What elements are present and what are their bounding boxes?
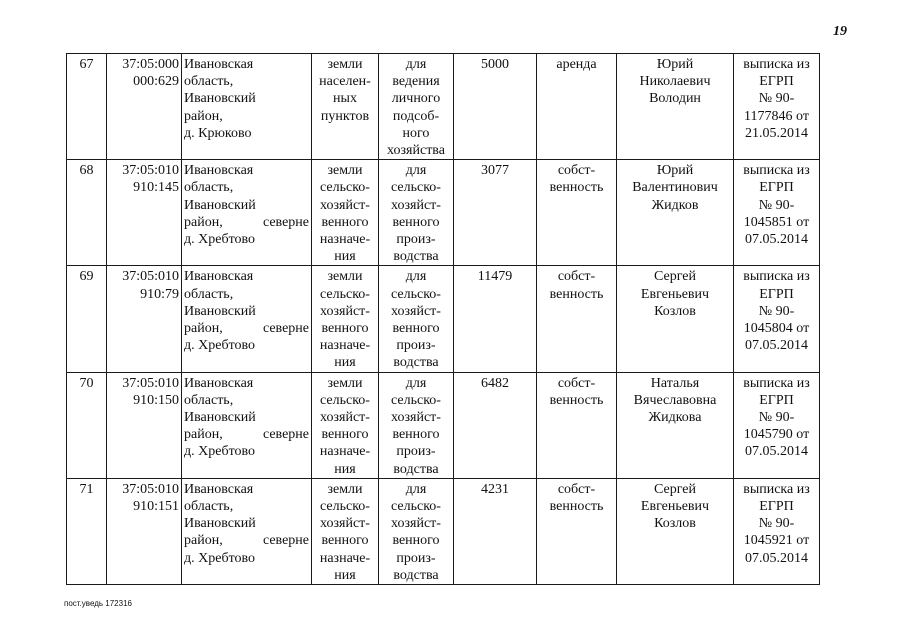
cell-address-line: северне bbox=[262, 427, 309, 443]
cell-purpose-line: для bbox=[405, 269, 427, 285]
cell-land-category bbox=[312, 372, 379, 478]
cell-document bbox=[734, 54, 820, 160]
cell-owner-line: Жидкова bbox=[648, 410, 702, 426]
address-line-justified bbox=[184, 532, 309, 549]
cell-land-category-line: назначе- bbox=[319, 550, 371, 566]
cell-area bbox=[454, 478, 537, 584]
cell-document-line: № 90- bbox=[758, 410, 795, 426]
cell-owner bbox=[617, 478, 734, 584]
cell-purpose-line: хозяйства bbox=[387, 143, 445, 159]
cell-address-line: Ивановский bbox=[184, 197, 256, 213]
cell-land-category-line: сельско- bbox=[320, 286, 370, 302]
cell-cadastral-line: 37:05:010 bbox=[122, 375, 179, 391]
cell-address-line: район, bbox=[184, 321, 223, 337]
cell-document-line: 1045790 от bbox=[743, 427, 810, 443]
cell-right-type-line: аренда bbox=[556, 57, 597, 72]
cell-address-line: район, bbox=[184, 214, 223, 230]
cell-land-category-line: ных bbox=[333, 91, 357, 107]
cell-purpose-line: венного bbox=[392, 427, 440, 443]
cell-purpose bbox=[379, 160, 454, 266]
cell-address-line: Ивановская bbox=[184, 375, 254, 391]
table-row bbox=[67, 160, 820, 266]
cell-land-category-line: земли bbox=[327, 57, 363, 72]
cell-right-type bbox=[537, 266, 617, 372]
cell-area-value: 6482 bbox=[481, 375, 509, 391]
cell-document-line: № 90- bbox=[758, 197, 795, 213]
cell-address-line: Ивановская bbox=[184, 481, 254, 497]
cell-address-line: Ивановская bbox=[184, 269, 254, 285]
cell-owner-line: Козлов bbox=[654, 516, 696, 532]
cell-cadastral bbox=[107, 54, 182, 160]
cell-purpose-line: сельско- bbox=[391, 286, 441, 302]
cell-document-line: ЕГРП bbox=[759, 74, 794, 90]
cell-purpose-line: венного bbox=[392, 321, 440, 337]
cell-owner-line: Наталья bbox=[650, 375, 700, 391]
cell-document-line: ЕГРП bbox=[759, 392, 794, 408]
cell-owner bbox=[617, 266, 734, 372]
cell-owner-line: Вячеславовна bbox=[633, 392, 717, 408]
cell-document-line: 07.05.2014 bbox=[745, 550, 808, 566]
cell-area bbox=[454, 54, 537, 160]
cell-land-category-line: земли bbox=[327, 481, 363, 497]
cell-purpose-line: хозяйст- bbox=[391, 303, 441, 319]
table-row bbox=[67, 372, 820, 478]
cell-right-type-line: венность bbox=[549, 286, 604, 302]
cell-cadastral bbox=[107, 478, 182, 584]
cell-owner-line: Сергей bbox=[654, 269, 696, 285]
cell-owner bbox=[617, 160, 734, 266]
cell-land-category-line: назначе- bbox=[319, 338, 371, 354]
cell-land-category-line: хозяйст- bbox=[320, 303, 370, 319]
cell-number-value: 67 bbox=[79, 57, 94, 72]
cell-cadastral-line: 37:05:010 bbox=[122, 163, 179, 179]
cell-cadastral-line: 000:629 bbox=[133, 74, 179, 90]
cell-document-line: ЕГРП bbox=[759, 180, 794, 196]
cell-purpose bbox=[379, 372, 454, 478]
cell-document-line: ЕГРП bbox=[759, 286, 794, 302]
cell-address-line: северне bbox=[262, 214, 309, 230]
cell-address-line: северне bbox=[262, 321, 309, 337]
cell-address bbox=[182, 54, 312, 160]
cell-right-type bbox=[537, 160, 617, 266]
cell-document-line: 07.05.2014 bbox=[745, 232, 808, 248]
cell-address-line: область, bbox=[184, 180, 234, 196]
cell-land-category-line: сельско- bbox=[320, 180, 370, 196]
cell-address-line: область, bbox=[184, 499, 234, 515]
cell-number-value: 69 bbox=[79, 269, 94, 285]
cell-document-line: выписка из bbox=[743, 57, 810, 72]
cell-number bbox=[67, 266, 107, 372]
cell-number bbox=[67, 160, 107, 266]
cell-purpose-line: для bbox=[405, 481, 427, 497]
cell-land-category-line: венного bbox=[321, 321, 369, 337]
cell-owner-line: Юрий bbox=[656, 57, 694, 72]
cell-cadastral-line: 910:145 bbox=[133, 180, 179, 196]
footer-note: пост.уведь 172316 bbox=[64, 599, 132, 608]
cell-purpose-line: водства bbox=[393, 461, 439, 477]
cell-land-category-line: венного bbox=[321, 427, 369, 443]
cell-address bbox=[182, 372, 312, 478]
cell-purpose-line: подсоб- bbox=[392, 108, 440, 124]
cell-address-line: д. Крюково bbox=[184, 125, 252, 141]
cell-document-line: 1045921 от bbox=[743, 533, 810, 549]
cell-land-category-line: хозяйст- bbox=[320, 516, 370, 532]
cell-right-type bbox=[537, 478, 617, 584]
cell-land-category-line: хозяйст- bbox=[320, 197, 370, 213]
cell-right-type bbox=[537, 54, 617, 160]
cell-land-category-line: населен- bbox=[319, 74, 371, 90]
cell-owner bbox=[617, 372, 734, 478]
cell-address-line: северне bbox=[262, 533, 309, 549]
cell-address-line: Ивановская bbox=[184, 163, 254, 179]
cell-number bbox=[67, 478, 107, 584]
cell-address bbox=[182, 160, 312, 266]
page-number: 19 bbox=[833, 24, 847, 39]
cell-cadastral bbox=[107, 160, 182, 266]
table-body bbox=[67, 54, 820, 585]
cell-right-type bbox=[537, 372, 617, 478]
cell-document-line: 07.05.2014 bbox=[745, 444, 808, 460]
cell-purpose bbox=[379, 478, 454, 584]
cell-purpose-line: сельско- bbox=[391, 180, 441, 196]
address-line-justified bbox=[184, 320, 309, 337]
cell-land-category-line: земли bbox=[327, 269, 363, 285]
cell-number-value: 71 bbox=[79, 481, 94, 497]
cell-address-line: Ивановский bbox=[184, 516, 256, 532]
cell-document-line: № 90- bbox=[758, 303, 795, 319]
cell-purpose-line: личного bbox=[391, 91, 441, 107]
cell-land-category-line: венного bbox=[321, 214, 369, 230]
cell-purpose-line: хозяйст- bbox=[391, 516, 441, 532]
cell-area-value: 5000 bbox=[481, 57, 509, 72]
cell-area bbox=[454, 266, 537, 372]
cell-land-category-line: назначе- bbox=[319, 232, 371, 248]
cell-purpose-line: хозяйст- bbox=[391, 197, 441, 213]
cell-owner-line: Жидков bbox=[651, 197, 699, 213]
cell-purpose-line: для bbox=[405, 375, 427, 391]
cell-owner-line: Юрий bbox=[656, 163, 694, 179]
cell-address-line: д. Хребтово bbox=[184, 444, 256, 460]
cell-area bbox=[454, 372, 537, 478]
cell-right-type-line: собст- bbox=[557, 269, 596, 285]
cell-land-category-line: земли bbox=[327, 163, 363, 179]
cell-document-line: выписка из bbox=[743, 163, 810, 179]
cell-document bbox=[734, 266, 820, 372]
cell-document bbox=[734, 160, 820, 266]
cell-purpose-line: сельско- bbox=[391, 499, 441, 515]
cell-purpose-line: произ- bbox=[396, 338, 436, 354]
cell-document-line: 1045804 от bbox=[743, 321, 810, 337]
cell-cadastral bbox=[107, 266, 182, 372]
cell-document-line: 21.05.2014 bbox=[745, 125, 808, 141]
cell-document bbox=[734, 372, 820, 478]
cell-right-type-line: собст- bbox=[557, 375, 596, 391]
cell-cadastral-line: 37:05:000 bbox=[122, 57, 179, 72]
cell-address-line: Ивановский bbox=[184, 410, 256, 426]
cell-document-line: 1177846 от bbox=[744, 108, 809, 124]
cell-purpose-line: водства bbox=[393, 249, 439, 265]
cell-land-category-line: ния bbox=[334, 461, 356, 477]
cell-address-line: д. Хребтово bbox=[184, 550, 256, 566]
cell-purpose-line: венного bbox=[392, 214, 440, 230]
table-row bbox=[67, 478, 820, 584]
cell-land-category-line: сельско- bbox=[320, 392, 370, 408]
cell-land-category-line: хозяйст- bbox=[320, 410, 370, 426]
cell-owner-line: Николаевич bbox=[639, 74, 711, 90]
cell-cadastral-line: 910:150 bbox=[133, 392, 179, 408]
cell-land-category-line: ния bbox=[334, 567, 356, 583]
cell-address-line: район, bbox=[184, 108, 223, 124]
cell-purpose-line: водства bbox=[393, 355, 439, 371]
cell-document-line: № 90- bbox=[758, 516, 795, 532]
cell-land-category bbox=[312, 478, 379, 584]
cell-cadastral-line: 910:151 bbox=[133, 499, 179, 515]
cell-purpose-line: ного bbox=[402, 125, 430, 141]
cell-area-value: 11479 bbox=[477, 269, 513, 285]
cell-right-type-line: венность bbox=[549, 499, 604, 515]
cell-area bbox=[454, 160, 537, 266]
cell-right-type-line: собст- bbox=[557, 163, 596, 179]
cell-address-line: д. Хребтово bbox=[184, 232, 256, 248]
cell-owner-line: Валентинович bbox=[632, 180, 718, 196]
cell-address-line: область, bbox=[184, 286, 234, 302]
cell-land-category-line: земли bbox=[327, 375, 363, 391]
cell-document-line: № 90- bbox=[758, 91, 795, 107]
cell-owner bbox=[617, 54, 734, 160]
address-line-justified bbox=[184, 426, 309, 443]
cell-purpose-line: венного bbox=[392, 533, 440, 549]
land-registry-table bbox=[66, 53, 820, 585]
address-line-justified bbox=[184, 214, 309, 231]
cell-cadastral-line: 910:79 bbox=[140, 286, 179, 302]
cell-number-value: 68 bbox=[79, 163, 94, 179]
cell-purpose bbox=[379, 266, 454, 372]
cell-address-line: Ивановская bbox=[184, 57, 254, 72]
cell-document-line: выписка из bbox=[743, 481, 810, 497]
cell-land-category bbox=[312, 266, 379, 372]
cell-land-category-line: ния bbox=[334, 249, 356, 265]
cell-address-line: Ивановский bbox=[184, 303, 256, 319]
cell-area-value: 4231 bbox=[481, 481, 509, 497]
cell-right-type-line: собст- bbox=[557, 481, 596, 497]
cell-address bbox=[182, 478, 312, 584]
cell-owner-line: Евгеньевич bbox=[640, 286, 710, 302]
cell-land-category-line: ния bbox=[334, 355, 356, 371]
cell-purpose-line: ведения bbox=[392, 74, 440, 90]
table-row bbox=[67, 266, 820, 372]
cell-purpose-line: сельско- bbox=[391, 392, 441, 408]
cell-purpose bbox=[379, 54, 454, 160]
cell-document-line: 07.05.2014 bbox=[745, 338, 808, 354]
cell-document-line: выписка из bbox=[743, 375, 810, 391]
cell-owner-line: Козлов bbox=[654, 303, 696, 319]
cell-owner-line: Евгеньевич bbox=[640, 499, 710, 515]
cell-document-line: выписка из bbox=[743, 269, 810, 285]
cell-address-line: область, bbox=[184, 392, 234, 408]
cell-purpose-line: произ- bbox=[396, 444, 436, 460]
cell-land-category bbox=[312, 54, 379, 160]
cell-address-line: Ивановский bbox=[184, 91, 256, 107]
cell-document-line: 1045851 от bbox=[743, 214, 810, 230]
cell-address-line: область, bbox=[184, 74, 234, 90]
cell-number bbox=[67, 54, 107, 160]
table-row bbox=[67, 54, 820, 160]
cell-cadastral bbox=[107, 372, 182, 478]
cell-right-type-line: венность bbox=[549, 392, 604, 408]
cell-right-type-line: венность bbox=[549, 180, 604, 196]
cell-purpose-line: для bbox=[405, 57, 427, 72]
cell-address bbox=[182, 266, 312, 372]
cell-land-category-line: назначе- bbox=[319, 444, 371, 460]
cell-land-category-line: венного bbox=[321, 533, 369, 549]
cell-address-line: район, bbox=[184, 427, 223, 443]
cell-address-line: д. Хребтово bbox=[184, 338, 256, 354]
cell-purpose-line: произ- bbox=[396, 550, 436, 566]
cell-purpose-line: произ- bbox=[396, 232, 436, 248]
cell-document bbox=[734, 478, 820, 584]
cell-cadastral-line: 37:05:010 bbox=[122, 481, 179, 497]
cell-number-value: 70 bbox=[79, 375, 94, 391]
cell-area-value: 3077 bbox=[481, 163, 509, 179]
cell-purpose-line: для bbox=[405, 163, 427, 179]
cell-land-category bbox=[312, 160, 379, 266]
cell-address-line: район, bbox=[184, 533, 223, 549]
cell-land-category-line: пунктов bbox=[320, 108, 370, 124]
cell-purpose-line: водства bbox=[393, 567, 439, 583]
cell-owner-line: Володин bbox=[649, 91, 701, 107]
cell-purpose-line: хозяйст- bbox=[391, 410, 441, 426]
cell-owner-line: Сергей bbox=[654, 481, 696, 497]
cell-land-category-line: сельско- bbox=[320, 499, 370, 515]
cell-document-line: ЕГРП bbox=[759, 499, 794, 515]
cell-number bbox=[67, 372, 107, 478]
cell-cadastral-line: 37:05:010 bbox=[122, 269, 179, 285]
